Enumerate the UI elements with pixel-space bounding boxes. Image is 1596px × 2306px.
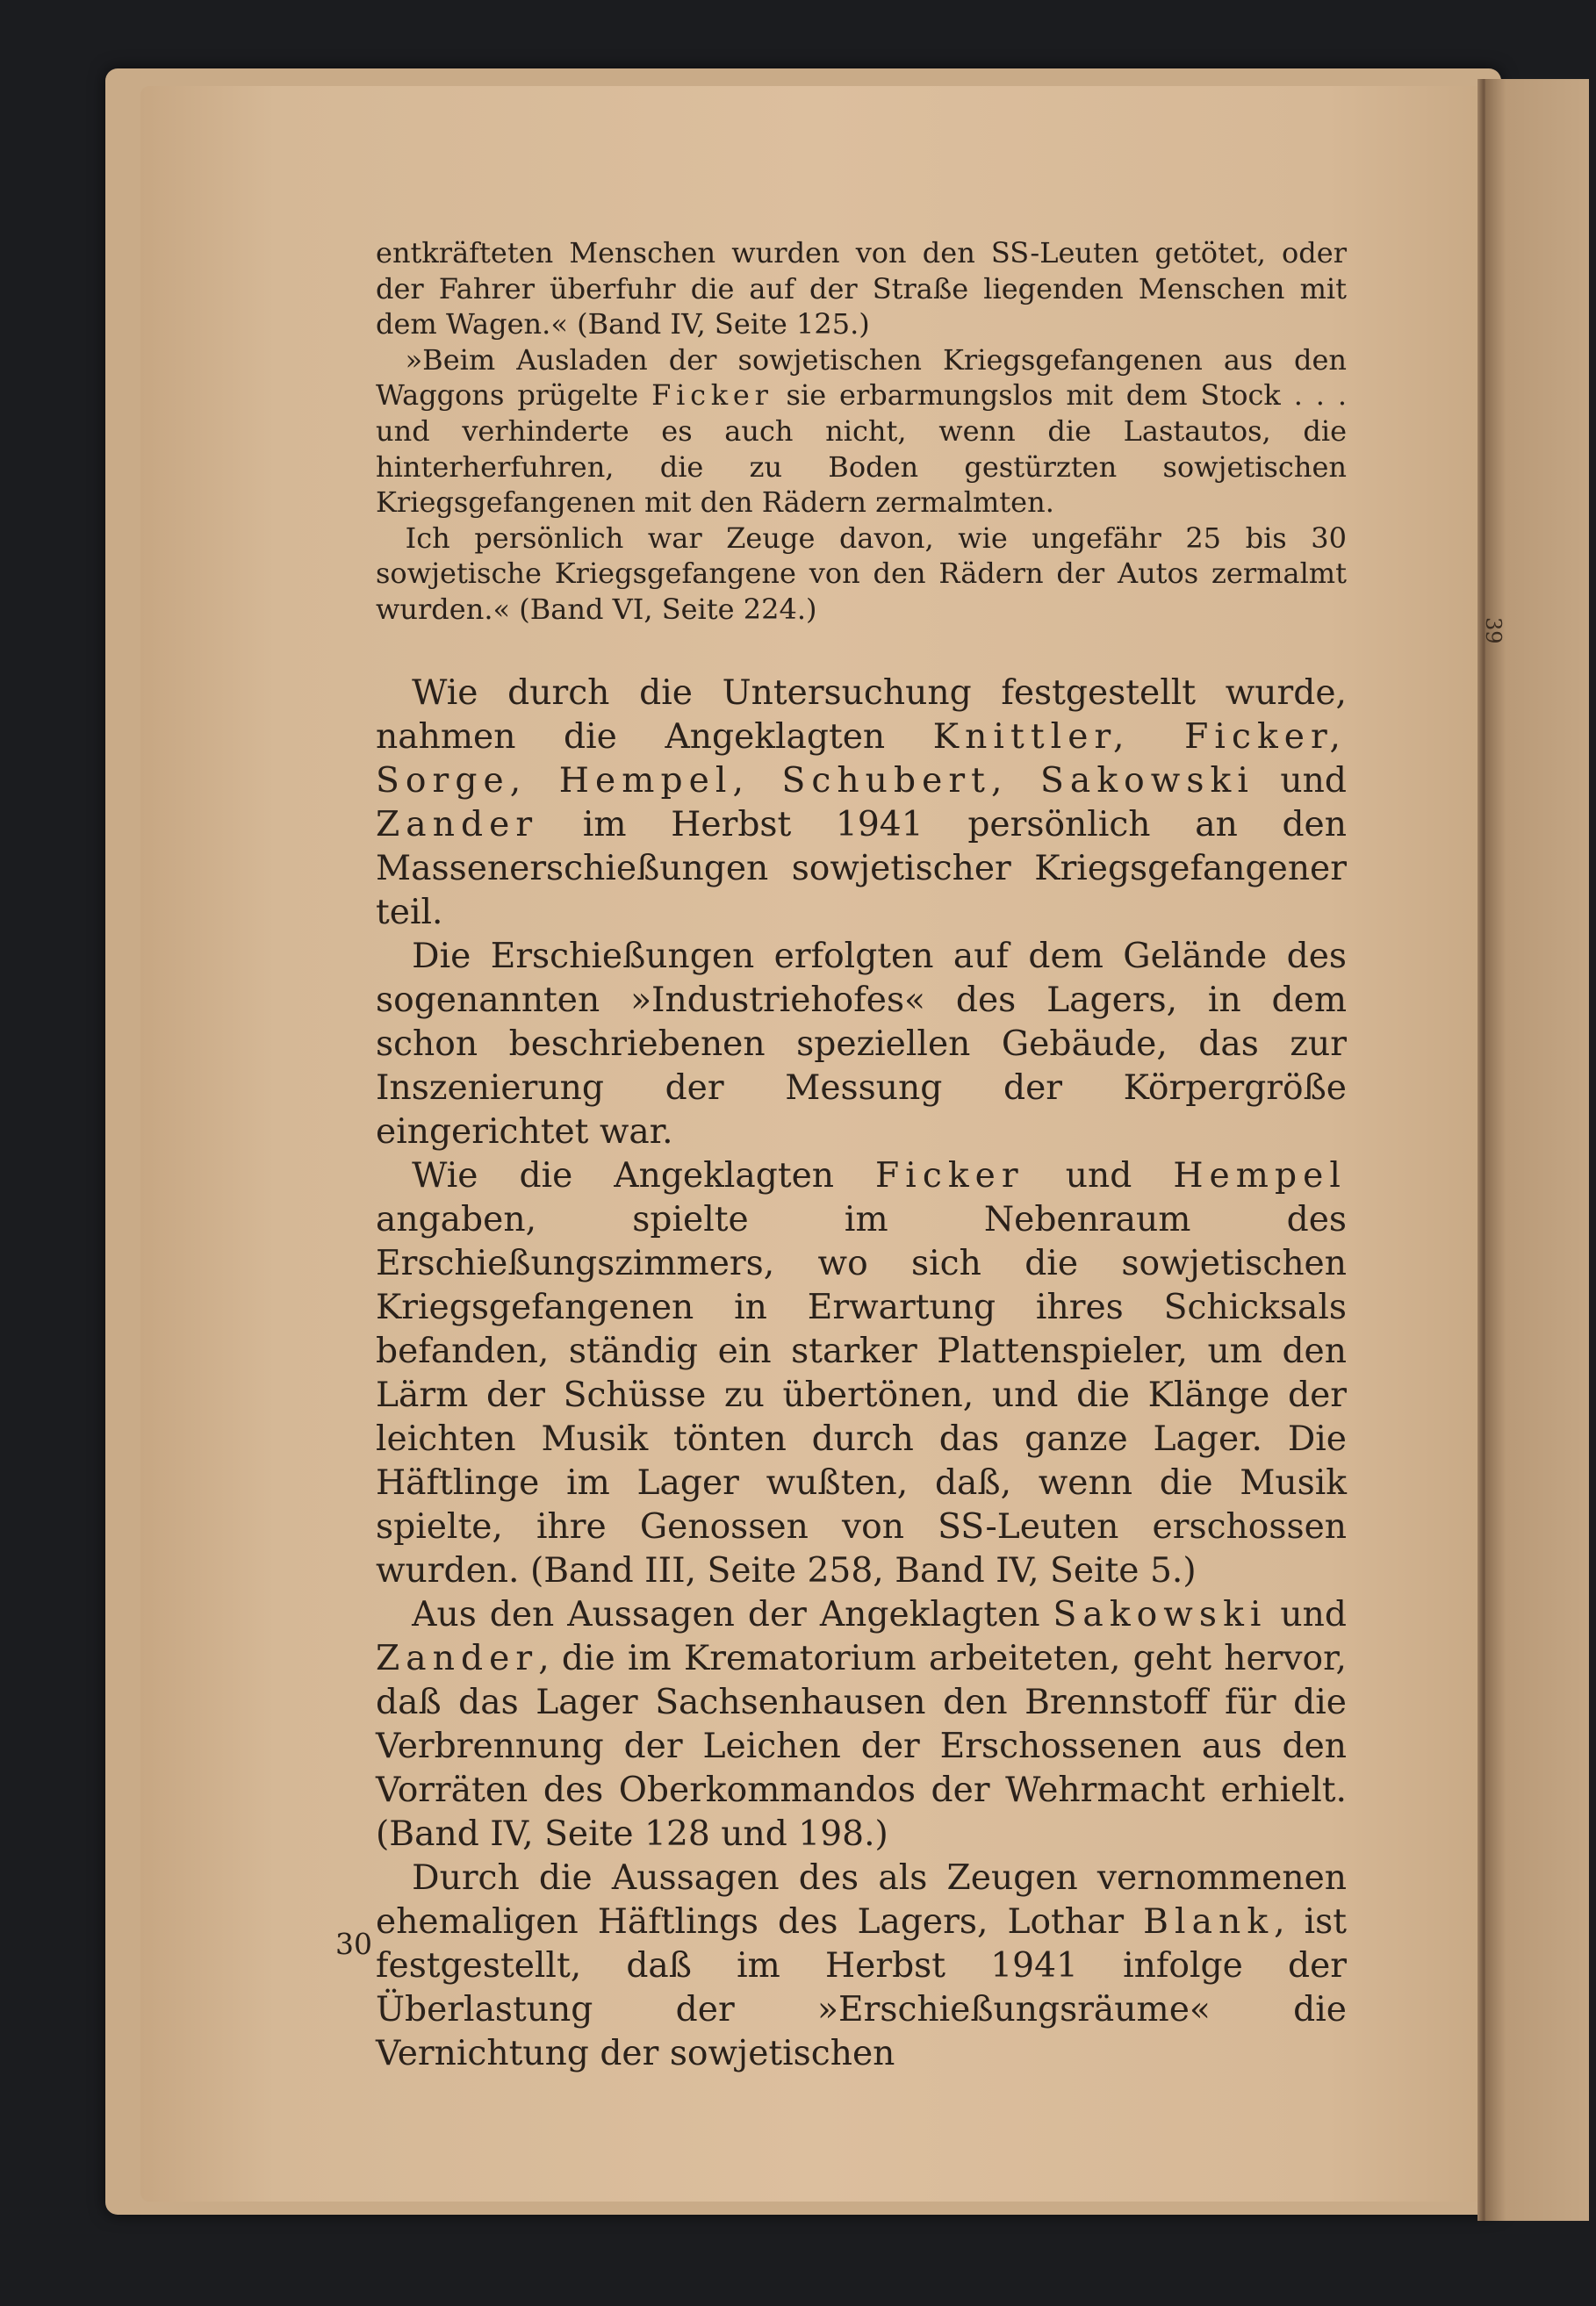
spaced-names: Knittler, Ficker, Sorge, Hempel, Schubert, Sakowski (376, 717, 1347, 801)
body-paragraph (376, 1593, 1347, 1857)
body-text-run: und (1267, 1595, 1347, 1634)
body-text-run: Aus den Aussagen der Angeklagten (412, 1595, 1053, 1634)
spaced-name: Hempel (1173, 1156, 1347, 1196)
quote-paragraph (376, 342, 1347, 521)
facing-page-number: 39 (1481, 617, 1506, 644)
body-paragraph (376, 1857, 1347, 2076)
body-text-run: Wie durch die Untersuchung festgestellt wurde, nahmen die Angeklagten (376, 673, 1347, 757)
spaced-name: Zander (376, 1639, 539, 1678)
body-text-run: und (1254, 761, 1347, 801)
body-text-run: Durch die Aussagen des als Zeugen vernommenen ehemaligen Häftlings des Lagers, Lothar (376, 1858, 1347, 1942)
body-text-run: und (1024, 1156, 1174, 1196)
quoted-testimony (376, 235, 1347, 628)
body-text-run: , die im Krematorium arbeiteten, geht hervor, daß das Lager Sachsenhausen den Brennstoff für die Verbrennung der Leichen der Erschossenen aus den Vorräten des Oberkommandos der Wehrmacht erhielt. (Band IV, Seite 128 und 198.) (376, 1639, 1347, 1854)
quote-text: sie erbarmungslos mit dem Stock . . . und verhinderte es auch nicht, wenn die Lastautos, die hinterherfuhren, die zu Boden gestürzten sowjetischen Kriegsgefangenen mit den Rädern zermalmten. (376, 378, 1348, 520)
facing-page-edge (1485, 79, 1589, 2221)
body-text-run: angaben, spielte im Nebenraum des Erschießungszimmers, wo sich die sowjetischen Kriegsgefangenen in Erwartung ihres Schicksals befanden, ständig ein starker Plattenspieler, um den Lärm der Schüsse zu übertönen, und die Klänge der leichten Musik tönten durch das ganze Lager. Die Häftlinge im Lager wußten, daß, wenn die Musik spielte, ihre Genossen von SS-Leuten erschossen wurden. (Band III, Seite 258, Band IV, Seite 5.) (376, 1200, 1347, 1591)
body-text (376, 672, 1347, 2076)
body-text-run: im Herbst 1941 persönlich an den Massenerschießungen sowjetischer Kriegsgefangener teil. (376, 805, 1347, 932)
body-text-run: Wie die Angeklagten (412, 1156, 876, 1196)
spaced-name: Zander (376, 805, 539, 844)
spaced-name: Blank (1143, 1902, 1275, 1942)
page-number: 30 (335, 1927, 372, 1961)
spaced-name: Sakowski (1053, 1595, 1268, 1634)
spaced-name: Ficker (651, 378, 773, 413)
body-paragraph (376, 672, 1347, 935)
quote-text: »Beim Ausladen der sowjetischen Kriegsgefangenen aus den Waggons prügelte (376, 342, 1347, 413)
body-paragraph: Die Erschießungen erfolgten auf dem Gelände des sogenannten »Industriehofes« des Lagers, in dem schon beschriebenen speziellen Gebäude, das zur Inszenierung der Messung der Körpergröße eingerichtet war. (376, 937, 1347, 1152)
quote-paragraph: entkräfteten Menschen wurden von den SS-Leuten getötet, oder der Fahrer überfuhr die auf der Straße liegenden Menschen mit dem Wagen.« (Band IV, Seite 125.) (376, 236, 1347, 341)
spaced-name: Ficker (875, 1156, 1024, 1196)
quote-paragraph: Ich persönlich war Zeuge davon, wie ungefähr 25 bis 30 sowjetische Kriegsgefangene von den Rädern der Autos zermalmt wurden.« (Band VI, Seite 224.) (376, 521, 1347, 626)
body-paragraph (376, 1154, 1347, 1593)
body-text-run: , ist festgestellt, daß im Herbst 1941 infolge der Überlastung der »Erschießungsräume« die Vernichtung der sowjetischen (376, 1902, 1347, 2073)
